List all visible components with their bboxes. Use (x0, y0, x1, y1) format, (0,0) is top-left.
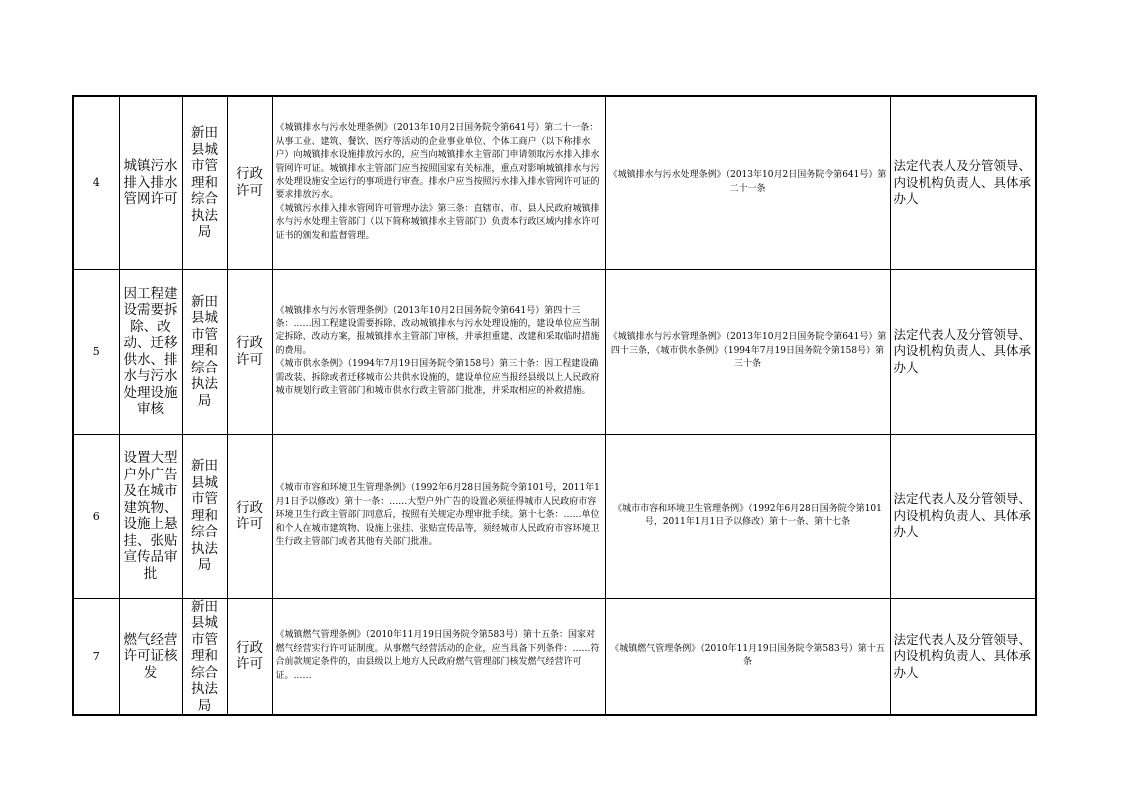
legal-basis (272, 434, 605, 598)
legal-basis-paragraph: 《城市供水条例》（1994年7月19日国务院令第158号）第三十条：因工程建设确需改装、拆除或者迁移城市公共供水设施的，建设单位应当报经县级以上人民政府城市规划行政主管部门和城市供水行政主管部门批准，并采取相应的补救措施。 (275, 359, 600, 397)
department: 新田县城市管理和综合执法局 (182, 434, 227, 598)
legal-basis-paragraph: 《城镇排水与污水处理条例》（2013年10月2日国务院令第641号）第二十一条：从事工业、建筑、餐饮、医疗等活动的企业事业单位、个体工商户（以下称排水户）向城镇排水设施排放污水的，应当向城镇排水主管部门申请领取污水排入排水管网许可证。城镇排水主管部门应当按照国家有关标准，重点对影响城镇排水与污水处理设施安全运行的事项进行审查。排水户应当按照污水排入排水管网许可证的要求排放污水。 (275, 123, 600, 201)
permit-type: 行政许可 (227, 269, 272, 434)
item-name: 城镇污水排入排水管网许可 (119, 96, 182, 269)
legal-basis (272, 96, 605, 269)
row-index: 4 (73, 96, 119, 269)
permit-type: 行政许可 (227, 598, 272, 715)
responsible-persons: 法定代表人及分管领导、内设机构负责人、具体承办人 (890, 434, 1036, 598)
row-index: 5 (73, 269, 119, 434)
department: 新田县城市管理和综合执法局 (182, 598, 227, 715)
table-row (73, 269, 1036, 434)
department: 新田县城市管理和综合执法局 (182, 96, 227, 269)
table-row (73, 598, 1036, 715)
table-row (73, 434, 1036, 598)
legal-basis-paragraph: 《城镇燃气管理条例》（2010年11月19日国务院令第583号）第十五条：国家对燃气经营实行许可证制度。从事燃气经营活动的企业，应当具备下列条件：……符合前款规定条件的，由县级以上地方人民政府燃气管理部门核发燃气经营许可证。…… (275, 630, 600, 681)
responsible-persons: 法定代表人及分管领导、内设机构负责人、具体承办人 (890, 269, 1036, 434)
responsible-persons: 法定代表人及分管领导、内设机构负责人、具体承办人 (890, 598, 1036, 715)
row-index: 6 (73, 434, 119, 598)
permit-table (72, 95, 1037, 716)
legal-clause: 《城镇排水与污水处理条例》（2013年10月2日国务院令第641号）第二十一条 (605, 96, 890, 269)
responsible-persons: 法定代表人及分管领导、内设机构负责人、具体承办人 (890, 96, 1036, 269)
item-name: 燃气经营许可证核发 (119, 598, 182, 715)
legal-basis (272, 269, 605, 434)
permit-type: 行政许可 (227, 96, 272, 269)
legal-clause: 《城镇排水与污水管理条例》（2013年10月2日国务院令第641号）第四十三条，《城市供水条例》（1994年7月19日国务院令第158号）第三十条 (605, 269, 890, 434)
legal-basis-paragraph: 《城市市容和环境卫生管理条例》（1992年6月28日国务院令第101号，2011年1月1日予以修改）第十一条：……大型户外广告的设置必须征得城市人民政府市容环境卫生行政主管部门同意后，按照有关规定办理审批手续。第十七条：……单位和个人在城市建筑物、设施上张挂、张贴宣传品等，须经城市人民政府市容环境卫生行政主管部门或者其他有关部门批准。 (275, 483, 600, 548)
legal-clause: 《城镇燃气管理条例》（2010年11月19日国务院令第583号）第十五条 (605, 598, 890, 715)
permit-type: 行政许可 (227, 434, 272, 598)
legal-clause: 《城市市容和环境卫生管理条例》（1992年6月28日国务院令第101号，2011年1月1日予以修改）第十一条、第十七条 (605, 434, 890, 598)
legal-basis (272, 598, 605, 715)
department: 新田县城市管理和综合执法局 (182, 269, 227, 434)
legal-basis-paragraph: 《城镇排水与污水管理条例》（2013年10月2日国务院令第641号）第四十三条：……因工程建设需要拆除、改动城镇排水与污水处理设施的，建设单位应当制定拆除、改动方案，报城镇排水主管部门审核，并承担重建、改建和采取临时措施的费用。 (275, 305, 600, 356)
legal-basis-paragraph: 《城镇污水排入排水管网许可管理办法》第三条：直辖市、市、县人民政府城镇排水与污水处理主管部门（以下简称城镇排水主管部门）负责本行政区域内排水许可证书的颁发和监督管理。 (275, 203, 600, 241)
table-row (73, 96, 1036, 269)
row-index: 7 (73, 598, 119, 715)
item-name: 因工程建设需要拆除、改动、迁移供水、排水与污水处理设施审核 (119, 269, 182, 434)
item-name: 设置大型户外广告及在城市建筑物、设施上悬挂、张贴宣传品审批 (119, 434, 182, 598)
